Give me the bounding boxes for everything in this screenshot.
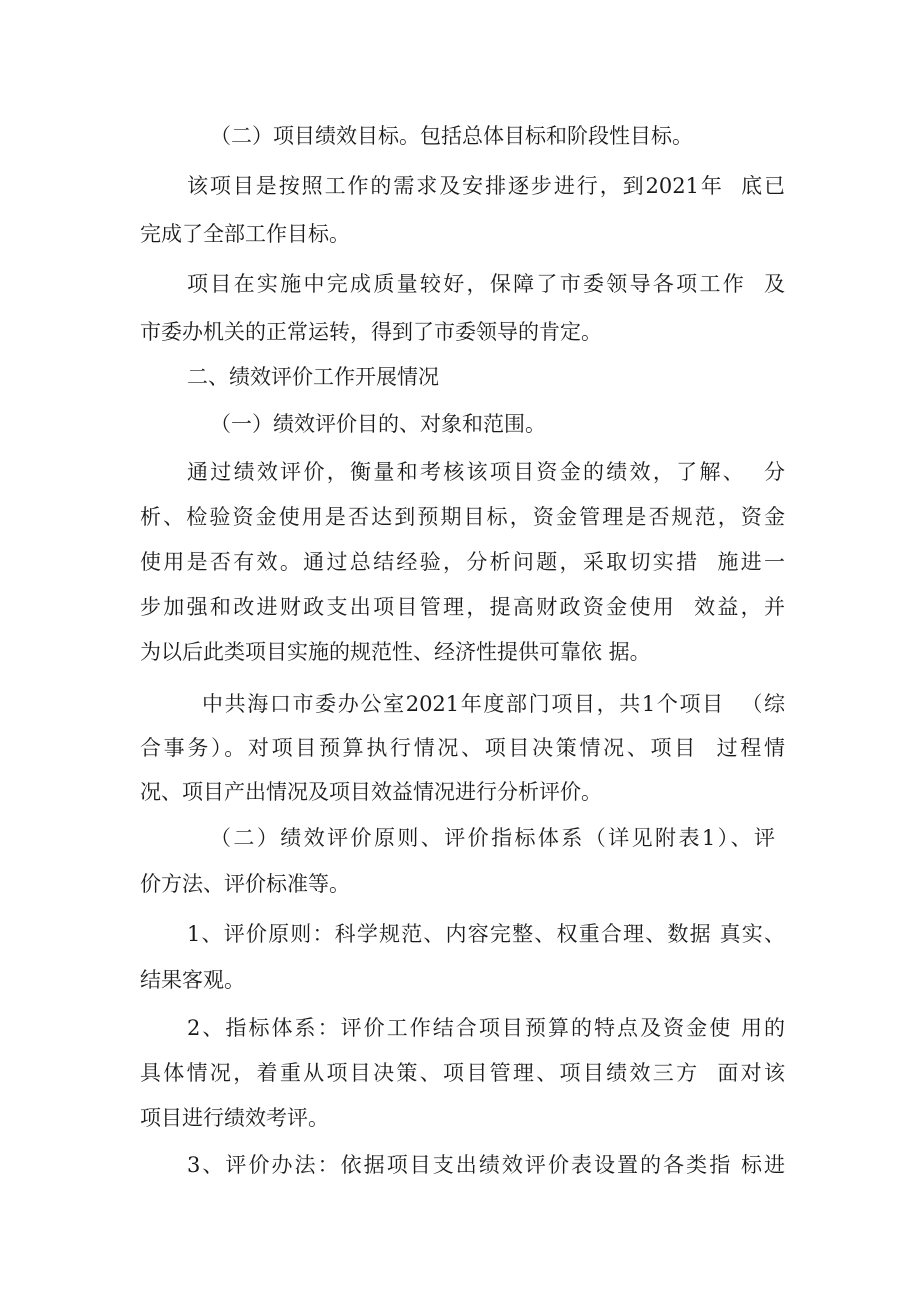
paragraph-line: 通过绩效评价，衡量和考核该项目资金的绩效，了解、 分 [187,460,785,484]
paragraph-line: 完成了全部工作目标。 [140,222,350,246]
section-heading: （二）项目绩效目标。包括总体目标和阶段性目标。 [210,124,693,148]
paragraph-line: 步加强和改进财政支出项目管理，提高财政资金使用 效益，并 [140,595,785,619]
section-heading: 二、绩效评价工作开展情况 [187,365,439,389]
paragraph-line: 析、检验资金使用是否达到预期目标，资金管理是否规范，资金 [140,505,785,529]
paragraph-line: 使用是否有效。通过总结经验，分析问题，采取切实措 施进一 [140,550,785,574]
paragraph-line: 具体情况，着重从项目决策、项目管理、项目绩效三方 面对该 [140,1061,785,1085]
paragraph-line: 3、评价办法：依据项目支出绩效评价表设置的各类指 标进 [187,1153,785,1177]
paragraph-line: 2、指标体系：评价工作结合项目预算的特点及资金使 用的 [187,1016,785,1040]
subsection-heading: （一）绩效评价目的、对象和范围。 [210,412,546,436]
paragraph-line: 价方法、评价标准等。 [140,872,350,896]
paragraph-line: 市委办机关的正常运转，得到了市委领导的肯定。 [140,320,602,344]
paragraph-line: 为以后此类项目实施的规范性、经济性提供可靠依 据。 [140,640,651,664]
paragraph-line: 项目在实施中完成质量较好，保障了市委领导各项工作 及 [187,272,785,296]
paragraph-line: 1、评价原则：科学规范、内容完整、权重合理、数据 真实、 [187,922,785,946]
paragraph-line: 合事务）。对项目预算执行情况、项目决策情况、项目 过程情 [140,736,785,760]
paragraph-line: 该项目是按照工作的需求及安排逐步进行，到2021年 底已 [187,174,785,198]
paragraph-line: 结果客观。 [140,968,245,992]
paragraph-line: 况、项目产出情况及项目效益情况进行分析评价。 [140,780,602,804]
paragraph-line: 中共海口市委办公室2021年度部门项目，共1个项目 （综 [202,692,785,716]
paragraph-line: 项目进行绩效考评。 [140,1106,329,1130]
subsection-heading: （二）绩效评价原则、评价指标体系（详见附表1）、评 [210,826,775,850]
